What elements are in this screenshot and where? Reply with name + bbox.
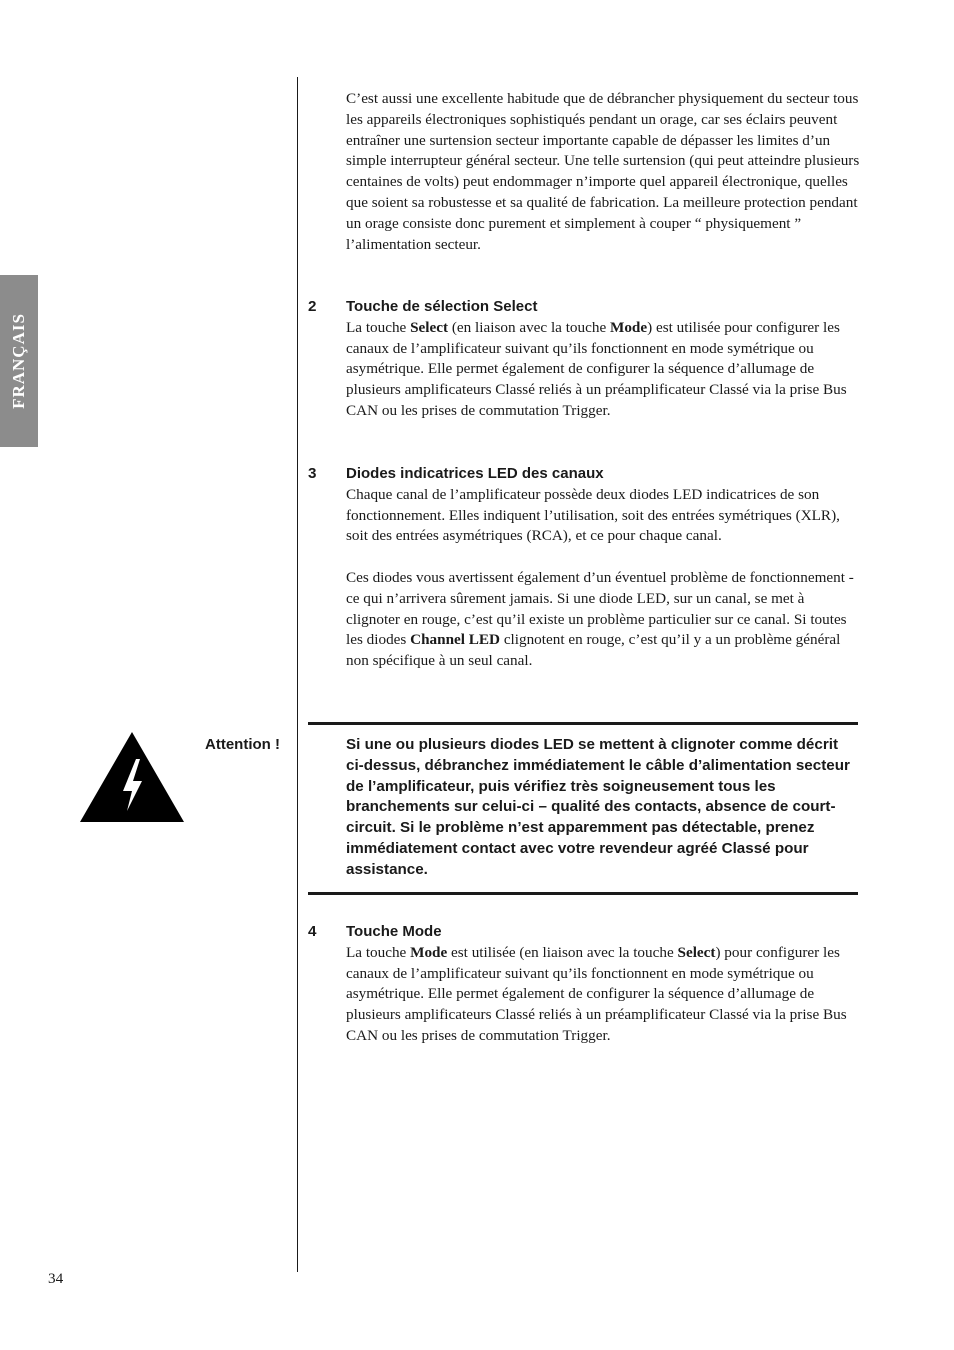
- section-3: [346, 464, 861, 672]
- section-4-text: ) pour configurer les canaux de l’amplificateur suivant qu’ils fonctionnent en mode symétrique ou asymétrique. Elle permet également de configurer la séquence d’allumage de plusieurs amplificateurs Classé reliés à un préamplificateur Classé via la prise Bus CAN ou les prises de commutation Trigger.: [346, 943, 847, 1044]
- intro-paragraph: C’est aussi une excellente habitude que de débrancher physiquement du secteur tous les appareils électroniques sophistiqués pendant un orage, car ses éclairs peuvent entraîner une surtension secteur importante capable de dépasser les limites d’un simple interrupteur général secteur. Une telle surtension (qui peut atteindre plusieurs centaines de volts) peut endommager n’importe quel appareil électronique, quelles que soient sa robustesse et sa qualité de fabrication. La meilleure protection pendant un orage consiste donc purement et simplement à couper “ physiquement ” l’alimentation secteur.: [346, 90, 860, 253]
- section-4-text: La touche: [346, 943, 411, 961]
- section-3-text: Ces diodes vous avertissent également d’un éventuel problème de fonctionnement - ce qui n’arrivera sûrement jamais. Si une diode LED, sur un canal, se met à clignoter en rouge, c’est qu’il existe un problème particulier sur ce canal. Si toutes les diodes: [346, 568, 854, 649]
- section-2: [346, 297, 861, 422]
- section-4: [346, 922, 861, 1047]
- section-3-text: clignotent en rouge, c’est qu’il y a un problème général non spécifique à un seul canal.: [346, 631, 841, 670]
- section-3-paragraph-1: Chaque canal de l’amplificateur possède deux diodes LED indicatrices de son fonctionnement. Elles indiquent l’utilisation, soit des entrées symétriques (XLR), soit des entrées asymétriques (RCA), et ce pour chaque canal.: [346, 485, 840, 545]
- mode-key-name: Mode: [610, 318, 648, 336]
- mode-key-name: Mode: [410, 943, 448, 961]
- language-tab-label: FRANÇAIS: [9, 313, 28, 409]
- section-2-body: [346, 318, 861, 422]
- section-4-heading: Touche Mode: [346, 923, 442, 940]
- channel-led-name: Channel LED: [410, 631, 501, 649]
- language-tab: [0, 275, 38, 447]
- section-3-heading: Diodes indicatrices LED des canaux: [346, 465, 604, 482]
- attention-label: Attention !: [205, 736, 280, 753]
- section-4-body: [346, 943, 861, 1047]
- section-2-number: 2: [308, 298, 317, 315]
- section-3-paragraph-2: [346, 568, 861, 672]
- select-key-name: Select: [410, 318, 449, 336]
- electrical-hazard-icon: [79, 731, 185, 823]
- section-4-number: 4: [308, 923, 317, 940]
- select-key-name: Select: [677, 943, 716, 961]
- page-number: 34: [48, 1270, 64, 1287]
- section-2-heading: Touche de sélection Select: [346, 298, 538, 315]
- section-4-text: est utilisée (en liaison avec la touche: [447, 943, 678, 961]
- section-2-text: ) est utilisée pour configurer les canaux de l’amplificateur suivant qu’ils fonctionnent en mode symétrique ou asymétrique. Elle permet également de configurer la séquence d’allumage de plusieurs amplificateurs Classé reliés à un préamplificateur Classé via la prise Bus CAN ou les prises de commutation Trigger.: [346, 318, 847, 419]
- warning-bottom-rule: [308, 892, 858, 895]
- warning-top-rule: [308, 722, 858, 725]
- section-2-text: La touche: [346, 318, 411, 336]
- section-3-number: 3: [308, 465, 317, 482]
- warning-text: Si une ou plusieurs diodes LED se mettent à clignoter comme décrit ci-dessus, débranchez immédiatement le câble d’alimentation secteur de l’amplificateur, puis vérifiez très soigneusement tous les branchements sur celui-ci – qualité des contacts, absence de court-circuit. Si le problème n’est apparemment pas détectable, prenez immédiatement contact avec votre revendeur agréé Classé pour assistance.: [346, 736, 850, 878]
- section-2-text: (en liaison avec la touche: [448, 318, 610, 336]
- column-divider: [297, 77, 298, 1272]
